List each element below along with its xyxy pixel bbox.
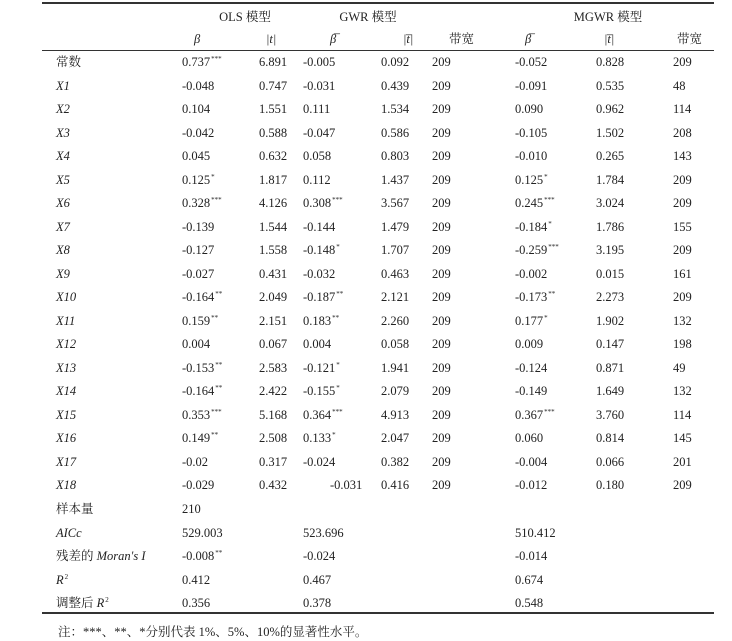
gwr-bandwidth: 209 [432, 337, 451, 351]
gwr-bandwidth: 209 [432, 173, 451, 187]
gwr-bandwidth: 209 [432, 478, 451, 492]
mgwr-t: 2.273 [596, 290, 625, 304]
row-label: X13 [56, 361, 77, 375]
mgwr-beta: 0.367*** [515, 408, 555, 422]
ols-beta: -0.139 [182, 220, 215, 234]
gwr-bandwidth: 209 [432, 196, 451, 210]
gwr-bandwidth: 209 [432, 290, 451, 304]
stat-ols-value: 529.003 [182, 526, 223, 540]
stat-gwr-value: 0.378 [303, 596, 332, 610]
gwr-beta: -0.047 [303, 126, 336, 140]
significance-marker: * [336, 384, 340, 392]
row-label: X7 [56, 220, 70, 234]
mgwr-bandwidth: 209 [673, 478, 692, 492]
header-rule [42, 50, 714, 51]
mgwr-t: 1.902 [596, 314, 625, 328]
mgwr-bandwidth: 132 [673, 314, 692, 328]
table-note: 注：***、**、*分别代表 1%、5%、10%的显著性水平。 [58, 625, 368, 639]
gwr-beta: -0.005 [303, 55, 336, 69]
mgwr-beta: 0.060 [515, 431, 544, 445]
mgwr-beta: -0.184* [515, 220, 552, 234]
ols-t: 2.583 [259, 361, 288, 375]
significance-marker: * [336, 361, 340, 369]
row-label: X6 [56, 196, 70, 210]
significance-marker: ** [215, 290, 223, 298]
gwr-t: 0.382 [381, 455, 410, 469]
mgwr-t: 3.760 [596, 408, 625, 422]
gwr-bandwidth: 209 [432, 79, 451, 93]
mgwr-bandwidth: 161 [673, 267, 692, 281]
ols-beta: -0.164** [182, 290, 223, 304]
gwr-t: 0.586 [381, 126, 410, 140]
stat-label-italic: Moran's I [96, 549, 146, 563]
ols-beta: -0.042 [182, 126, 215, 140]
subheader-ols-beta: β [194, 32, 201, 46]
gwr-beta: 0.058 [303, 149, 332, 163]
ols-beta: -0.029 [182, 478, 215, 492]
gwr-beta: -0.032 [303, 267, 336, 281]
row-label: X12 [56, 337, 77, 351]
group-header-gwr: GWR 模型 [339, 10, 397, 24]
stat-label-superscript: 2 [64, 573, 69, 581]
stat-gwr-value: 0.467 [303, 573, 332, 587]
ols-t: 2.508 [259, 431, 288, 445]
mgwr-t: 0.015 [596, 267, 625, 281]
stat-mgwr-value: 0.674 [515, 573, 544, 587]
ols-beta: -0.02 [182, 455, 209, 469]
gwr-t: 0.416 [381, 478, 410, 492]
mgwr-bandwidth: 145 [673, 431, 692, 445]
subheader-gwr-t: |t̅| [403, 32, 414, 46]
gwr-beta: -0.024 [303, 455, 336, 469]
mgwr-beta: -0.010 [515, 149, 548, 163]
stat-label-italic: R [96, 596, 105, 610]
stat-label-italic: AICc [56, 526, 82, 540]
significance-marker: ** [211, 314, 219, 322]
gwr-bandwidth: 209 [432, 55, 451, 69]
row-label: X9 [56, 267, 70, 281]
gwr-bandwidth: 209 [432, 455, 451, 469]
significance-marker: ** [215, 549, 223, 557]
mgwr-beta: -0.012 [515, 478, 548, 492]
ols-beta: 0.104 [182, 102, 211, 116]
gwr-t: 2.260 [381, 314, 410, 328]
gwr-beta: 0.111 [303, 102, 331, 116]
gwr-t: 2.079 [381, 384, 410, 398]
row-label: X10 [56, 290, 77, 304]
mgwr-beta: -0.052 [515, 55, 548, 69]
significance-marker: *** [548, 243, 559, 251]
gwr-beta: 0.364*** [303, 408, 343, 422]
row-label: X17 [56, 455, 77, 469]
stat-ols-value: 0.412 [182, 573, 211, 587]
gwr-t: 1.479 [381, 220, 410, 234]
bottom-rule [42, 612, 714, 614]
mgwr-beta: 0.177* [515, 314, 548, 328]
ols-t: 6.891 [259, 55, 288, 69]
gwr-beta: 0.133* [303, 431, 336, 445]
significance-marker: * [544, 173, 548, 181]
subheader-gwr-beta: β̅ [330, 32, 337, 46]
ols-t: 2.151 [259, 314, 288, 328]
ols-beta: -0.027 [182, 267, 215, 281]
mgwr-t: 1.784 [596, 173, 625, 187]
stat-label: 调整后 $R^2$ [56, 596, 109, 610]
gwr-bandwidth: 209 [432, 220, 451, 234]
gwr-bandwidth: 209 [432, 361, 451, 375]
mgwr-beta: 0.125* [515, 173, 548, 187]
mgwr-bandwidth: 209 [673, 55, 692, 69]
gwr-bandwidth: 209 [432, 267, 451, 281]
gwr-beta: -0.187** [303, 290, 344, 304]
stat-label: 残差的 Moran's I [56, 549, 146, 563]
ols-t: 4.126 [259, 196, 288, 210]
significance-marker: ** [211, 431, 219, 439]
ols-t: 1.544 [259, 220, 288, 234]
mgwr-beta: -0.091 [515, 79, 548, 93]
ols-t: 0.632 [259, 149, 288, 163]
gwr-t: 2.047 [381, 431, 410, 445]
ols-beta: 0.737*** [182, 55, 222, 69]
mgwr-beta: 0.090 [515, 102, 544, 116]
gwr-bandwidth: 209 [432, 314, 451, 328]
subheader-gwr-bandwidth: 带宽 [449, 32, 475, 46]
significance-marker: * [544, 314, 548, 322]
row-label: X16 [56, 431, 77, 445]
subheader-mgwr-bandwidth: 带宽 [677, 32, 703, 46]
stat-label: 样本量 [56, 502, 94, 516]
mgwr-beta: -0.124 [515, 361, 548, 375]
stat-ols-value: -0.008** [182, 549, 223, 563]
ols-beta: 0.004 [182, 337, 211, 351]
significance-marker: *** [211, 196, 222, 204]
mgwr-t: 0.871 [596, 361, 625, 375]
gwr-bandwidth: 209 [432, 149, 451, 163]
significance-marker: ** [215, 384, 223, 392]
gwr-bandwidth: 209 [432, 243, 451, 257]
gwr-t: 2.121 [381, 290, 410, 304]
gwr-beta: 0.112 [303, 173, 331, 187]
ols-beta: 0.159** [182, 314, 219, 328]
mgwr-bandwidth: 198 [673, 337, 692, 351]
mgwr-bandwidth: 132 [673, 384, 692, 398]
mgwr-beta: -0.002 [515, 267, 548, 281]
mgwr-bandwidth: 49 [673, 361, 686, 375]
mgwr-t: 0.147 [596, 337, 625, 351]
mgwr-t: 1.649 [596, 384, 625, 398]
row-label: X5 [56, 173, 70, 187]
mgwr-t: 1.502 [596, 126, 625, 140]
gwr-t: 1.707 [381, 243, 410, 257]
mgwr-beta: -0.259*** [515, 243, 559, 257]
row-label: X2 [56, 102, 70, 116]
ols-t: 0.432 [259, 478, 288, 492]
mgwr-bandwidth: 114 [673, 408, 692, 422]
ols-beta: -0.164** [182, 384, 223, 398]
gwr-beta: -0.031 [330, 478, 363, 492]
mgwr-t: 0.828 [596, 55, 625, 69]
ols-t: 0.067 [259, 337, 288, 351]
mgwr-beta: 0.009 [515, 337, 544, 351]
mgwr-t: 3.024 [596, 196, 625, 210]
mgwr-t: 0.066 [596, 455, 625, 469]
ols-t: 1.817 [259, 173, 288, 187]
ols-t: 0.588 [259, 126, 288, 140]
gwr-t: 4.913 [381, 408, 410, 422]
gwr-bandwidth: 209 [432, 431, 451, 445]
gwr-bandwidth: 209 [432, 408, 451, 422]
mgwr-bandwidth: 143 [673, 149, 692, 163]
mgwr-beta: -0.173** [515, 290, 556, 304]
gwr-t: 0.092 [381, 55, 410, 69]
stat-label-italic: R [56, 573, 64, 587]
stat-label [56, 525, 82, 541]
stat-label-superscript: 2 [105, 596, 109, 604]
significance-marker: ** [336, 290, 344, 298]
mgwr-t: 0.535 [596, 79, 625, 93]
row-label: X8 [56, 243, 70, 257]
row-label: X18 [56, 478, 77, 492]
row-label: X1 [56, 79, 70, 93]
mgwr-t: 0.265 [596, 149, 625, 163]
ols-t: 0.317 [259, 455, 288, 469]
mgwr-bandwidth: 209 [673, 173, 692, 187]
gwr-beta: -0.031 [303, 79, 336, 93]
gwr-beta: -0.121* [303, 361, 340, 375]
significance-marker: ** [215, 361, 223, 369]
row-label: 常数 [56, 55, 82, 69]
gwr-t: 1.941 [381, 361, 410, 375]
mgwr-bandwidth: 48 [673, 79, 686, 93]
ols-beta: -0.153** [182, 361, 223, 375]
gwr-t: 1.437 [381, 173, 410, 187]
gwr-beta: -0.148* [303, 243, 340, 257]
mgwr-t: 0.814 [596, 431, 625, 445]
gwr-bandwidth: 209 [432, 102, 451, 116]
ols-t: 2.422 [259, 384, 288, 398]
mgwr-t: 1.786 [596, 220, 625, 234]
significance-marker: *** [332, 408, 343, 416]
ols-beta: 0.149** [182, 431, 219, 445]
subheader-mgwr-beta: β̅ [525, 32, 532, 46]
significance-marker: * [332, 431, 336, 439]
top-rule [42, 2, 714, 4]
mgwr-beta: -0.004 [515, 455, 548, 469]
stat-mgwr-value: -0.014 [515, 549, 548, 563]
stat-ols-value: 210 [182, 502, 201, 516]
ols-t: 0.431 [259, 267, 288, 281]
ols-beta: -0.127 [182, 243, 215, 257]
ols-beta: 0.328*** [182, 196, 222, 210]
mgwr-beta: -0.149 [515, 384, 548, 398]
significance-marker: * [336, 243, 340, 251]
gwr-beta: 0.004 [303, 337, 332, 351]
significance-marker: *** [211, 408, 222, 416]
subheader-mgwr-t: |t̅| [604, 32, 615, 46]
mgwr-beta: -0.105 [515, 126, 548, 140]
significance-marker: *** [544, 196, 555, 204]
ols-beta: 0.353*** [182, 408, 222, 422]
mgwr-beta: 0.245*** [515, 196, 555, 210]
mgwr-t: 0.962 [596, 102, 625, 116]
ols-beta: -0.048 [182, 79, 215, 93]
significance-marker: ** [332, 314, 340, 322]
stat-ols-value: 0.356 [182, 596, 211, 610]
significance-marker: *** [211, 55, 222, 63]
ols-t: 1.551 [259, 102, 288, 116]
significance-marker: ** [548, 290, 556, 298]
stat-gwr-value: 523.696 [303, 526, 344, 540]
mgwr-bandwidth: 209 [673, 243, 692, 257]
gwr-beta: 0.183** [303, 314, 340, 328]
gwr-t: 3.567 [381, 196, 410, 210]
row-label: X11 [56, 314, 76, 328]
mgwr-bandwidth: 208 [673, 126, 692, 140]
gwr-beta: -0.155* [303, 384, 340, 398]
significance-marker: * [211, 173, 215, 181]
gwr-beta: 0.308*** [303, 196, 343, 210]
ols-beta: 0.045 [182, 149, 211, 163]
stat-mgwr-value: 0.548 [515, 596, 544, 610]
mgwr-t: 0.180 [596, 478, 625, 492]
row-label: X15 [56, 408, 77, 422]
group-header-mgwr: MGWR 模型 [573, 10, 643, 24]
row-label: X4 [56, 149, 70, 163]
mgwr-bandwidth: 209 [673, 290, 692, 304]
stat-mgwr-value: 510.412 [515, 526, 556, 540]
mgwr-bandwidth: 209 [673, 196, 692, 210]
gwr-t: 0.439 [381, 79, 410, 93]
stat-label [56, 572, 68, 588]
mgwr-bandwidth: 114 [673, 102, 692, 116]
row-label: X14 [56, 384, 77, 398]
gwr-beta: -0.144 [303, 220, 336, 234]
subheader-ols-t: |t| [266, 32, 277, 46]
mgwr-t: 3.195 [596, 243, 625, 257]
gwr-t: 0.058 [381, 337, 410, 351]
row-label: X3 [56, 126, 70, 140]
mgwr-bandwidth: 201 [673, 455, 692, 469]
gwr-bandwidth: 209 [432, 126, 451, 140]
gwr-bandwidth: 209 [432, 384, 451, 398]
ols-t: 1.558 [259, 243, 288, 257]
gwr-t: 0.463 [381, 267, 410, 281]
ols-t: 0.747 [259, 79, 288, 93]
ols-t: 5.168 [259, 408, 288, 422]
gwr-t: 0.803 [381, 149, 410, 163]
significance-marker: * [548, 220, 552, 228]
mgwr-bandwidth: 155 [673, 220, 692, 234]
ols-beta: 0.125* [182, 173, 215, 187]
group-header-ols: OLS 模型 [219, 10, 271, 24]
significance-marker: *** [332, 196, 343, 204]
stat-gwr-value: -0.024 [303, 549, 336, 563]
gwr-t: 1.534 [381, 102, 410, 116]
significance-marker: *** [544, 408, 555, 416]
ols-t: 2.049 [259, 290, 288, 304]
